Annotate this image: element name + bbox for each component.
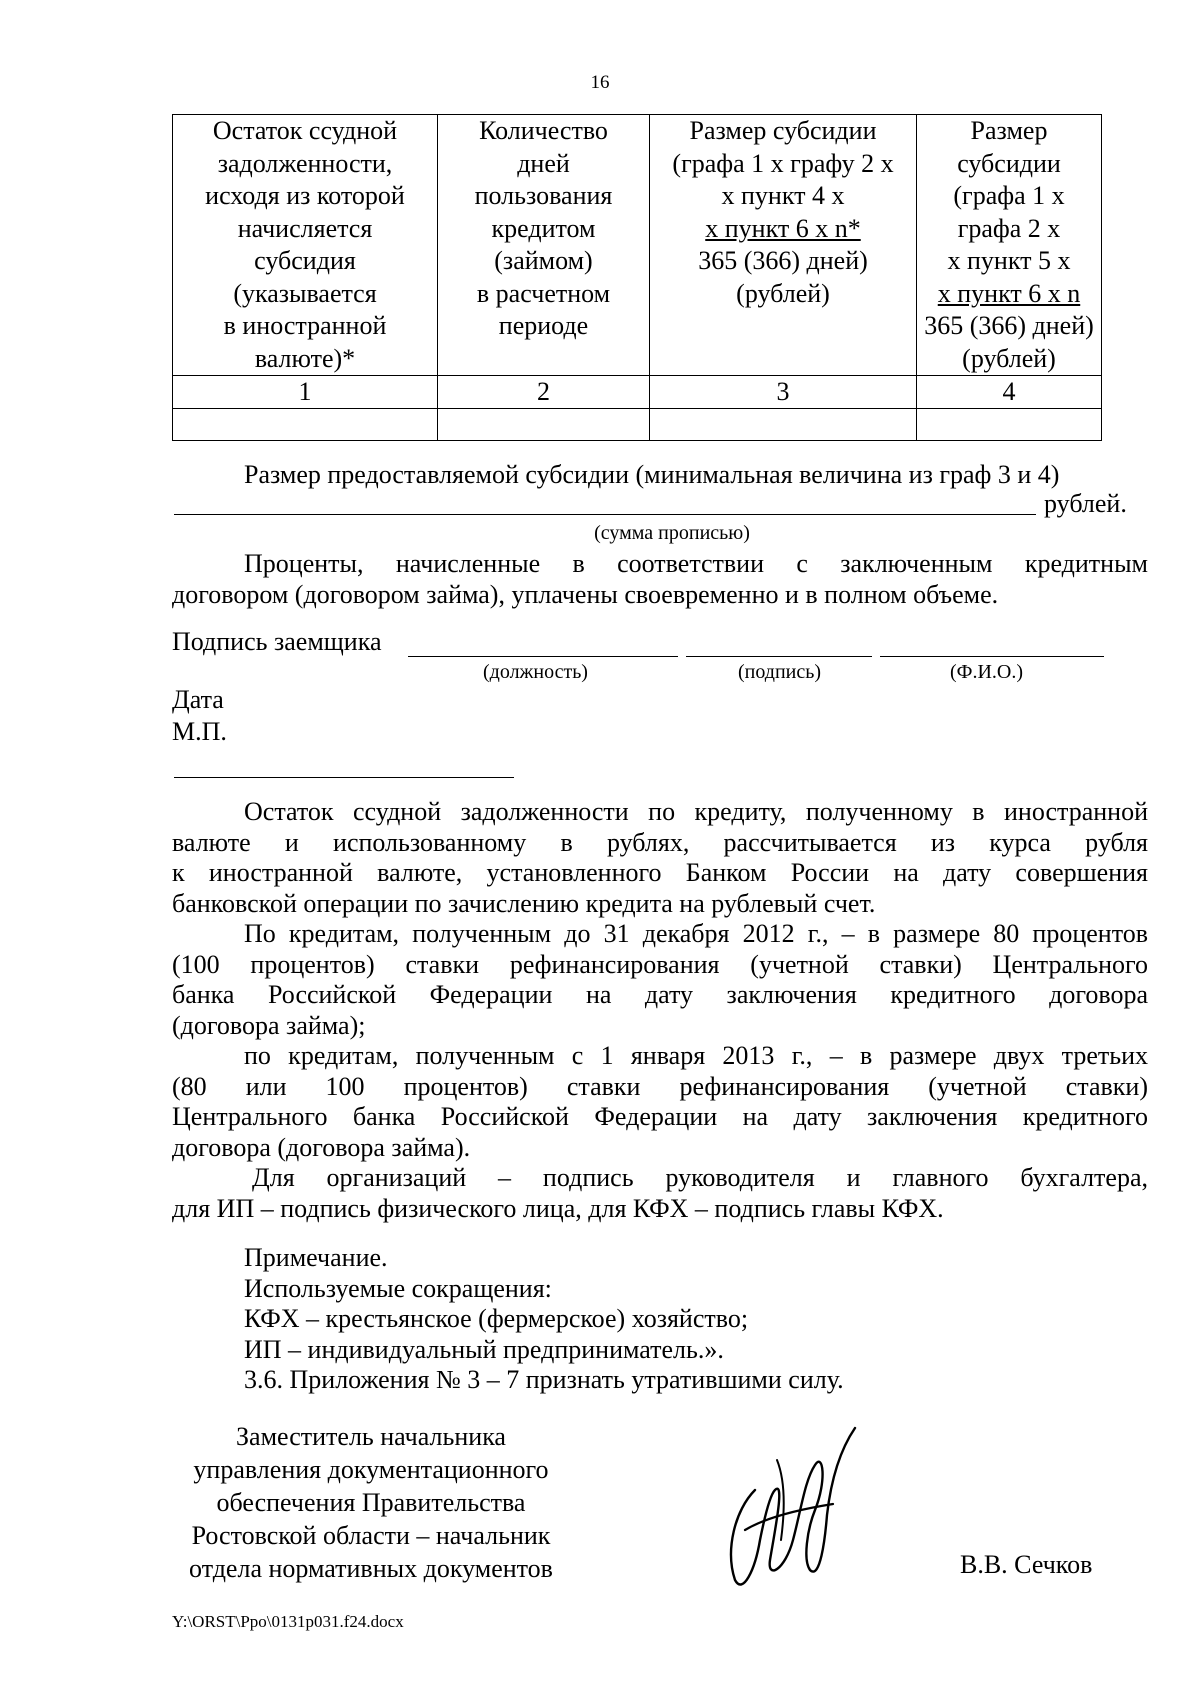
col-number: 1: [173, 376, 438, 409]
footnote-separator: [174, 777, 514, 778]
note2-line: (100 процентов) ставки рефинансирования (учетной ставки) Центрального: [172, 950, 1148, 979]
stamp-label: М.П.: [172, 717, 227, 746]
sum-blank-line: [174, 514, 1036, 515]
signature-line: [686, 656, 872, 657]
subsidy-table: [172, 114, 1102, 441]
table-header-row: [173, 115, 1102, 376]
remark-line: ИП – индивидуальный предприниматель.».: [244, 1335, 724, 1364]
position-caption: (должность): [483, 661, 588, 683]
note3-line: (80 или 100 процентов) ставки рефинансирования (учетной ставки): [172, 1072, 1148, 1101]
remark-line: 3.6. Приложения № 3 – 7 признать утратившими силу.: [244, 1365, 844, 1394]
table-empty-row: [173, 409, 1102, 441]
interest-line-2: договором (договором займа), уплачены своевременно и в полном объеме.: [172, 580, 999, 609]
note3-line: по кредитам, полученным с 1 января 2013 г., – в размере двух третьих: [244, 1041, 1148, 1070]
note3-line: Центрального банка Российской Федерации на дату заключения кредитного: [172, 1102, 1148, 1131]
note3-line: договора (договора займа).: [172, 1133, 471, 1162]
interest-line-1: Проценты, начисленные в соответствии с заключенным кредитным: [244, 549, 1148, 578]
date-label: Дата: [172, 685, 224, 714]
note1-line: Остаток ссудной задолженности по кредиту, полученному в иностранной: [244, 797, 1148, 826]
remark-line: КФХ – крестьянское (фермерское) хозяйство;: [244, 1304, 749, 1333]
col-number: 4: [917, 376, 1102, 409]
fio-caption: (Ф.И.О.): [950, 661, 1024, 683]
signatory-title: Заместитель начальника управления документационного обеспечения Правительства Ростовской области – начальник отдела нормативных документов: [189, 1422, 553, 1583]
note1-line: к иностранной валюте, установленного Банком России на дату совершения: [172, 858, 1148, 887]
col-number: 3: [650, 376, 917, 409]
note4-line: Для организаций – подпись руководителя и главного бухгалтера,: [252, 1163, 1148, 1192]
column-number-row: [173, 376, 1102, 409]
note1-line: валюте и использованному в рублях, рассчитывается из курса рубля: [172, 828, 1148, 857]
header-cell-1: Остаток ссудной задолженности, исходя из которой начисляется субсидия (указывается в иностранной валюте)*: [173, 115, 438, 376]
page-number: 16: [590, 72, 610, 93]
header-cell-2: Количество дней пользования кредитом (займом) в расчетном периоде: [438, 115, 650, 376]
signature-caption: (подпись): [738, 661, 822, 683]
sum-caption: (сумма прописью): [594, 522, 750, 544]
note2-line: По кредитам, полученным до 31 декабря 2012 г., – в размере 80 процентов: [244, 919, 1148, 948]
note4-line: для ИП – подпись физического лица, для КФХ – подпись главы КФХ.: [172, 1194, 944, 1223]
signatory-name: В.В. Сечков: [960, 1550, 1093, 1579]
file-path-footer: Y:\ORST\Ppo\0131p031.f24.docx: [172, 1612, 404, 1631]
empty-cell: [173, 409, 438, 441]
borrower-signature-label: Подпись заемщика: [172, 627, 382, 656]
handwritten-signature: [715, 1420, 865, 1590]
note2-line: банка Российской Федерации на дату заключения кредитного договора: [172, 980, 1148, 1009]
note1-line: банковской операции по зачислению кредита на рублевый счет.: [172, 889, 876, 918]
position-line: [408, 656, 678, 657]
subsidy-amount-line: Размер предоставляемой субсидии (минимальная величина из граф 3 и 4): [244, 460, 1060, 489]
col-number: 2: [438, 376, 650, 409]
empty-cell: [650, 409, 917, 441]
empty-cell: [438, 409, 650, 441]
fio-line: [880, 656, 1104, 657]
header-cell-3: Размер субсидии (графа 1 х графу 2 х х пункт 4 х х пункт 6 х n* 365 (366) дней) (рублей): [650, 115, 917, 376]
rubles-label: рублей.: [1044, 489, 1127, 518]
remark-line: Примечание.: [244, 1243, 388, 1272]
remark-line: Используемые сокращения:: [244, 1274, 552, 1303]
empty-cell: [917, 409, 1102, 441]
note2-line: (договора займа);: [172, 1011, 366, 1040]
header-cell-4: Размер субсидии (графа 1 х графа 2 х х пункт 5 х х пункт 6 х n 365 (366) дней) (рублей): [917, 115, 1102, 376]
